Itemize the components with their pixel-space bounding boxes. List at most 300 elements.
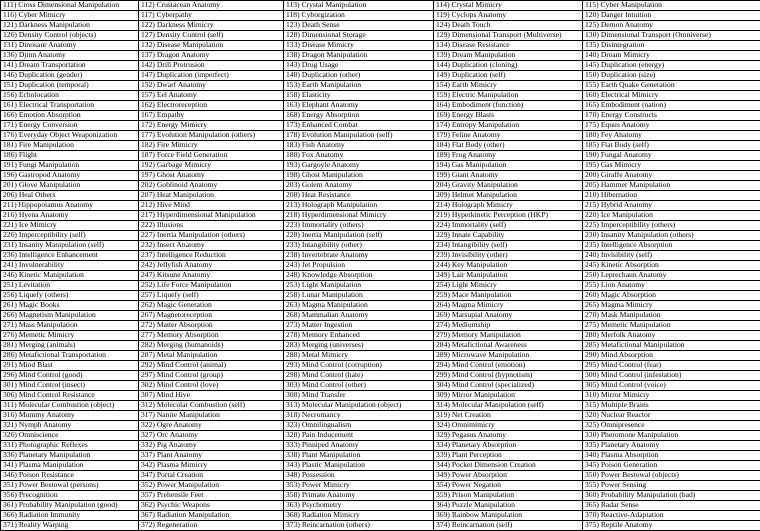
power-cell: 141) Dream Transportation — [1, 61, 139, 71]
power-cell: 181) Fire Manipulation — [1, 141, 139, 151]
table-row — [1, 411, 760, 421]
power-cell: 264) Magma Mimicry — [434, 301, 583, 311]
power-cell: 270) Mask Manipulation — [583, 311, 760, 321]
power-cell: 306) Mind Control Resistance — [1, 391, 139, 401]
power-cell: 273) Matter Ingestion — [284, 321, 434, 331]
power-cell: 148) Duplication (other) — [284, 71, 434, 81]
power-cell: 214) Holograph Mimicry — [434, 201, 583, 211]
power-cell: 147) Duplication (imperfect) — [139, 71, 284, 81]
power-cell: 335) Planetary Anatomy — [583, 441, 760, 451]
power-cell: 333) Pinniped Anatomy — [284, 441, 434, 451]
power-cell: 232) Insect Anatomy — [139, 241, 284, 251]
power-cell: 245) Kinetic Absorption — [583, 261, 760, 271]
power-cell: 124) Death Touch — [434, 21, 583, 31]
power-cell: 291) Mind Blast — [1, 361, 139, 371]
power-cell: 296) Mind Control (good) — [1, 371, 139, 381]
power-cell: 266) Magnetism Manipulation — [1, 311, 139, 321]
power-cell: 173) Enhanced Combat — [284, 121, 434, 131]
table-row — [1, 391, 760, 401]
table-row — [1, 311, 760, 321]
power-cell: 130) Dimensional Transport (Omniverse) — [583, 31, 760, 41]
power-cell: 144) Duplication (cloning) — [434, 61, 583, 71]
power-cell: 215) Hybrid Anatomy — [583, 201, 760, 211]
power-cell: 121) Darkness Manipulation — [1, 21, 139, 31]
power-cell: 216) Hyena Anatomy — [1, 211, 139, 221]
power-cell: 168) Energy Absorption — [284, 111, 434, 121]
table-row — [1, 471, 760, 481]
power-cell: 356) Precognition — [1, 491, 139, 501]
power-cell: 166) Emotion Absorption — [1, 111, 139, 121]
power-cell: 263) Magma Manipulation — [284, 301, 434, 311]
power-cell: 196) Gastropod Anatomy — [1, 171, 139, 181]
power-cell: 178) Evolution Manipulation (self) — [284, 131, 434, 141]
power-cell: 359) Prison Manipulation — [434, 491, 583, 501]
power-cell: 129) Dimensional Transport (Multiverse) — [434, 31, 583, 41]
power-cell: 150) Duplication (size) — [583, 71, 760, 81]
power-cell: 322) Ogre Anatomy — [139, 421, 284, 431]
power-cell: 363) Psychometry — [284, 501, 434, 511]
power-cell: 297) Mind Control (group) — [139, 371, 284, 381]
power-cell: 330) Pheromone Manipulation — [583, 431, 760, 441]
power-cell: 222) Illusions — [139, 221, 284, 231]
power-cell: 231) Insanity Manipulation (self) — [1, 241, 139, 251]
power-cell: 246) Kinetic Manipulation — [1, 271, 139, 281]
power-cell: 287) Metal Manipulation — [139, 351, 284, 361]
power-cell: 209) Helmet Manipulation — [434, 191, 583, 201]
power-cell: 217) Hyperdimensional Manipulation — [139, 211, 284, 221]
power-cell: 299) Mind Control (hypnotism) — [434, 371, 583, 381]
power-cell: 295) Mind Control (fear) — [583, 361, 760, 371]
table-row — [1, 21, 760, 31]
power-cell: 164) Embodiment (function) — [434, 101, 583, 111]
power-cell: 352) Power Manipulation — [139, 481, 284, 491]
power-cell: 289) Microwave Manipulation — [434, 351, 583, 361]
power-cell: 202) Goblinoid Anatomy — [139, 181, 284, 191]
power-cell: 157) Eel Anatomy — [139, 91, 284, 101]
power-cell: 176) Everyday Object Weaponization — [1, 131, 139, 141]
power-cell: 325) Omnipresence — [583, 421, 760, 431]
table-row — [1, 321, 760, 331]
power-cell: 135) Disintegration — [583, 41, 760, 51]
power-cell: 267) Magnetoreception — [139, 311, 284, 321]
power-cell: 288) Metal Mimicry — [284, 351, 434, 361]
table-row — [1, 501, 760, 511]
power-cell: 370) Reactive-Adaptation — [583, 511, 760, 521]
power-cell: 332) Pig Anatomy — [139, 441, 284, 451]
powers-table-body — [1, 1, 760, 531]
power-cell: 375) Reptile Anatomy — [583, 521, 760, 531]
power-cell: 127) Density Control (self) — [139, 31, 284, 41]
power-cell: 255) Lion Anatomy — [583, 281, 760, 291]
table-row — [1, 61, 760, 71]
power-cell: 163) Elephant Anatomy — [284, 101, 434, 111]
power-cell: 154) Earth Mimicry — [434, 81, 583, 91]
power-cell: 118) Cyborgization — [284, 11, 434, 21]
power-cell: 239) Invisibility (other) — [434, 251, 583, 261]
power-cell: 233) Intangibility (other) — [284, 241, 434, 251]
power-cell: 205) Hammer Manipulation — [583, 181, 760, 191]
table-row — [1, 291, 760, 301]
power-cell: 180) Fey Anatomy — [583, 131, 760, 141]
power-cell: 314) Molecular Manipulation (self) — [434, 401, 583, 411]
power-cell: 236) Intelligence Enhancement — [1, 251, 139, 261]
power-cell: 268) Mammalian Anatomy — [284, 311, 434, 321]
power-cell: 260) Magic Absorption — [583, 291, 760, 301]
power-cell: 235) Intelligence Absorption — [583, 241, 760, 251]
power-cell: 324) Omnimimicry — [434, 421, 583, 431]
power-cell: 242) Jellyfish Anatomy — [139, 261, 284, 271]
table-row — [1, 421, 760, 431]
power-cell: 279) Memory Manipulation — [434, 331, 583, 341]
power-cell: 320) Nuclear Reactor — [583, 411, 760, 421]
power-cell: 308) Mind Transfer — [284, 391, 434, 401]
power-cell: 254) Light Mimicry — [434, 281, 583, 291]
power-cell: 172) Energy Mimicry — [139, 121, 284, 131]
table-row — [1, 141, 760, 151]
power-cell: 139) Dream Manipulation — [434, 51, 583, 61]
power-cell: 119) Cyclops Anatomy — [434, 11, 583, 21]
table-row — [1, 121, 760, 131]
power-cell: 137) Dragon Anatomy — [139, 51, 284, 61]
power-cell: 283) Merging (universes) — [284, 341, 434, 351]
table-row — [1, 201, 760, 211]
power-cell: 203) Golem Anatomy — [284, 181, 434, 191]
power-cell: 323) Omnilingualism — [284, 421, 434, 431]
power-cell: 360) Probability Manipulation (bad) — [583, 491, 760, 501]
power-cell: 348) Possession — [284, 471, 434, 481]
power-cell: 226) Imperceptibility (self) — [1, 231, 139, 241]
power-cell: 364) Puzzle Manipulation — [434, 501, 583, 511]
power-cell: 175) Equus Anatomy — [583, 121, 760, 131]
power-cell: 276) Memetic Mimicry — [1, 331, 139, 341]
table-row — [1, 271, 760, 281]
power-cell: 294) Mind Control (emotion) — [434, 361, 583, 371]
power-cell: 237) Intelligence Reduction — [139, 251, 284, 261]
power-cell: 357) Prehensile Feet — [139, 491, 284, 501]
power-cell: 207) Heat Manipulation — [139, 191, 284, 201]
power-cell: 112) Crustacean Anatomy — [139, 1, 284, 11]
power-cell: 269) Marsupial Anatomy — [434, 311, 583, 321]
power-cell: 355) Power Sensing — [583, 481, 760, 491]
power-cell: 278) Memory Enhanced — [284, 331, 434, 341]
power-cell: 244) Key Manipulation — [434, 261, 583, 271]
power-cell: 125) Demon Anatomy — [583, 21, 760, 31]
power-cell: 208) Heat Resistance — [284, 191, 434, 201]
power-cell: 250) Leprechaun Anatomy — [583, 271, 760, 281]
power-cell: 146) Duplication (gender) — [1, 71, 139, 81]
table-row — [1, 351, 760, 361]
power-cell: 274) Mediumship — [434, 321, 583, 331]
table-row — [1, 51, 760, 61]
power-cell: 318) Necromancy — [284, 411, 434, 421]
power-cell: 277) Memory Absorption — [139, 331, 284, 341]
power-cell: 115) Cyber Manipulation — [583, 1, 760, 11]
table-row — [1, 171, 760, 181]
power-cell: 372) Regeneration — [139, 521, 284, 531]
power-cell: 145) Duplication (energy) — [583, 61, 760, 71]
power-cell: 366) Radiation Immunity — [1, 511, 139, 521]
power-cell: 340) Plasma Absorption — [583, 451, 760, 461]
power-cell: 159) Electric Manipulation — [434, 91, 583, 101]
power-cell: 345) Poison Generation — [583, 461, 760, 471]
power-cell: 365) Radar Sense — [583, 501, 760, 511]
power-cell: 321) Nymph Anatomy — [1, 421, 139, 431]
power-cell: 309) Mirror Manipulation — [434, 391, 583, 401]
power-cell: 228) Inertia Manipulation (self) — [284, 231, 434, 241]
power-cell: 161) Electrical Transportation — [1, 101, 139, 111]
table-row — [1, 211, 760, 221]
power-cell: 170) Energy Constructs — [583, 111, 760, 121]
power-cell: 199) Giant Anatomy — [434, 171, 583, 181]
table-row — [1, 11, 760, 21]
power-cell: 367) Radiation Manipulation — [139, 511, 284, 521]
power-cell: 293) Mind Control (corruption) — [284, 361, 434, 371]
table-row — [1, 401, 760, 411]
table-row — [1, 181, 760, 191]
power-cell: 224) Immortality (self) — [434, 221, 583, 231]
power-cell: 167) Empathy — [139, 111, 284, 121]
power-cell: 187) Force Field Generation — [139, 151, 284, 161]
power-cell: 301) Mind Control (insect) — [1, 381, 139, 391]
power-cell: 303) Mind Control (other) — [284, 381, 434, 391]
power-cell: 191) Fungi Manipulation — [1, 161, 139, 171]
power-cell: 122) Darkness Mimicry — [139, 21, 284, 31]
power-cell: 369) Rainbow Manipulation — [434, 511, 583, 521]
power-cell: 307) Mind Hive — [139, 391, 284, 401]
power-cell: 319) Net Creation — [434, 411, 583, 421]
power-cell: 198) Ghost Manipulation — [284, 171, 434, 181]
power-cell: 353) Power Mimicry — [284, 481, 434, 491]
power-cell: 171) Energy Conversion — [1, 121, 139, 131]
power-cell: 114) Crystal Mimicry — [434, 1, 583, 11]
power-cell: 229) Innate Capability — [434, 231, 583, 241]
power-cell: 284) Metafictional Awareness — [434, 341, 583, 351]
power-cell: 373) Reincarnation (others) — [284, 521, 434, 531]
power-cell: 329) Pegasus Anatomy — [434, 431, 583, 441]
power-cell: 341) Plasma Manipulation — [1, 461, 139, 471]
table-row — [1, 301, 760, 311]
power-cell: 219) Hyperkinetic Perception (HKP) — [434, 211, 583, 221]
power-cell: 177) Evolution Manipulation (others) — [139, 131, 284, 141]
power-cell: 346) Poison Resistance — [1, 471, 139, 481]
power-cell: 133) Disease Mimicry — [284, 41, 434, 51]
power-cell: 197) Ghost Anatomy — [139, 171, 284, 181]
power-cell: 326) Omniscience — [1, 431, 139, 441]
power-cell: 316) Mummy Anatomy — [1, 411, 139, 421]
table-row — [1, 81, 760, 91]
power-cell: 185) Flat Body (self) — [583, 141, 760, 151]
power-cell: 160) Electrical Mimicry — [583, 91, 760, 101]
power-cell: 317) Nanite Manipulation — [139, 411, 284, 421]
power-cell: 362) Psychic Weapons — [139, 501, 284, 511]
power-cell: 285) Metafictional Manipulation — [583, 341, 760, 351]
table-row — [1, 231, 760, 241]
power-cell: 204) Gravity Manipulation — [434, 181, 583, 191]
power-cell: 271) Mass Manipulation — [1, 321, 139, 331]
power-cell: 123) Death Sense — [284, 21, 434, 31]
power-cell: 143) Drug Usage — [284, 61, 434, 71]
power-cell: 151) Duplication (temporal) — [1, 81, 139, 91]
power-cell: 251) Levitation — [1, 281, 139, 291]
power-cell: 311) Molecular Combustion (object) — [1, 401, 139, 411]
table-row — [1, 441, 760, 451]
power-cell: 290) Mind Absorption — [583, 351, 760, 361]
power-cell: 179) Feline Anatomy — [434, 131, 583, 141]
power-cell: 252) Life Force Manipulation — [139, 281, 284, 291]
power-cell: 262) Magic Generation — [139, 301, 284, 311]
power-cell: 192) Garbage Mimicry — [139, 161, 284, 171]
power-cell: 186) Flight — [1, 151, 139, 161]
power-cell: 336) Planetary Manipulation — [1, 451, 139, 461]
power-cell: 113) Crystal Manipulation — [284, 1, 434, 11]
power-cell: 261) Magic Books — [1, 301, 139, 311]
power-cell: 338) Plant Manipulation — [284, 451, 434, 461]
table-row — [1, 511, 760, 521]
power-cell: 339) Plant Perception — [434, 451, 583, 461]
power-cell: 206) Heal Others — [1, 191, 139, 201]
power-cell: 218) Hyperdimensional Mimicry — [284, 211, 434, 221]
power-cell: 128) Dimensional Storage — [284, 31, 434, 41]
power-cell: 132) Disease Manipulation — [139, 41, 284, 51]
power-cell: 247) Kitsune Anatomy — [139, 271, 284, 281]
table-row — [1, 241, 760, 251]
table-row — [1, 381, 760, 391]
table-row — [1, 161, 760, 171]
power-cell: 220) Ice Manipulation — [583, 211, 760, 221]
power-cell: 304) Mind Control (specialized) — [434, 381, 583, 391]
power-cell: 149) Duplication (self) — [434, 71, 583, 81]
table-row — [1, 261, 760, 271]
power-cell: 120) Danger Intuition — [583, 11, 760, 21]
power-cell: 305) Mind Control (voice) — [583, 381, 760, 391]
table-row — [1, 431, 760, 441]
table-row — [1, 151, 760, 161]
power-cell: 275) Memetic Manipulation — [583, 321, 760, 331]
power-cell: 153) Earth Manipulation — [284, 81, 434, 91]
power-cell: 190) Fungal Anatomy — [583, 151, 760, 161]
power-cell: 201) Glove Manipulation — [1, 181, 139, 191]
power-cell: 331) Photographic Reflexes — [1, 441, 139, 451]
power-cell: 327) Orc Anatomy — [139, 431, 284, 441]
power-cell: 300) Mind Control (infestation) — [583, 371, 760, 381]
table-row — [1, 91, 760, 101]
table-row — [1, 331, 760, 341]
power-cell: 313) Molecular Manipulation (object) — [284, 401, 434, 411]
power-cell: 200) Giraffe Anatomy — [583, 171, 760, 181]
power-cell: 155) Earth Quake Generation — [583, 81, 760, 91]
power-cell: 292) Mind Control (animal) — [139, 361, 284, 371]
power-cell: 210) Hibernation — [583, 191, 760, 201]
table-row — [1, 491, 760, 501]
table-row — [1, 451, 760, 461]
power-cell: 126) Density Control (objects) — [1, 31, 139, 41]
power-cell: 368) Radiation Mimicry — [284, 511, 434, 521]
power-cell: 342) Plasma Mimicry — [139, 461, 284, 471]
table-row — [1, 341, 760, 351]
power-cell: 361) Probability Manipulation (good) — [1, 501, 139, 511]
power-cell: 152) Dwarf Anatomy — [139, 81, 284, 91]
power-cell: 310) Mirror Mimicry — [583, 391, 760, 401]
power-cell: 248) Knowledge Absorption — [284, 271, 434, 281]
table-row — [1, 191, 760, 201]
table-row — [1, 461, 760, 471]
table-row — [1, 131, 760, 141]
table-row — [1, 111, 760, 121]
power-cell: 243) Jet Propulsion — [284, 261, 434, 271]
power-cell: 131) Dinosaur Anatomy — [1, 41, 139, 51]
table-row — [1, 371, 760, 381]
power-cell: 111) Cross Dimensional Manipulation — [1, 1, 139, 11]
power-cell: 117) Cyberpathy — [139, 11, 284, 21]
power-cell: 156) Echolocation — [1, 91, 139, 101]
power-cell: 165) Embodiment (nation) — [583, 101, 760, 111]
power-cell: 140) Dream Mimicry — [583, 51, 760, 61]
power-cell: 134) Disease Resistance — [434, 41, 583, 51]
power-cell: 223) Immortality (others) — [284, 221, 434, 231]
power-cell: 234) Intangibility (self) — [434, 241, 583, 251]
power-cell: 272) Matter Absorption — [139, 321, 284, 331]
power-cell: 174) Entropy Manipulation — [434, 121, 583, 131]
power-cell: 282) Merging (humanoids) — [139, 341, 284, 351]
power-cell: 337) Plant Anatomy — [139, 451, 284, 461]
power-cell: 230) Insanity Manipulation (others) — [583, 231, 760, 241]
table-row — [1, 71, 760, 81]
table-row — [1, 31, 760, 41]
power-cell: 298) Mind Control (hate) — [284, 371, 434, 381]
power-cell: 343) Plastic Manipulation — [284, 461, 434, 471]
power-cell: 238) Invertebrate Anatomy — [284, 251, 434, 261]
table-row — [1, 1, 760, 11]
table-row — [1, 221, 760, 231]
power-cell: 354) Power Negation — [434, 481, 583, 491]
power-cell: 351) Power Bestowal (persons) — [1, 481, 139, 491]
power-cell: 350) Power Bestowal (objects) — [583, 471, 760, 481]
power-cell: 256) Liquefy (others) — [1, 291, 139, 301]
power-cell: 358) Primate Anatomy — [284, 491, 434, 501]
power-cell: 374) Reincarnation (self) — [434, 521, 583, 531]
power-cell: 334) Planetary Absorption — [434, 441, 583, 451]
power-cell: 312) Molecular Combustion (self) — [139, 401, 284, 411]
power-cell: 225) Imperceptibility (others) — [583, 221, 760, 231]
power-cell: 347) Portal Creation — [139, 471, 284, 481]
power-cell: 240) Invisibility (self) — [583, 251, 760, 261]
power-cell: 193) Gargoyle Anatomy — [284, 161, 434, 171]
power-cell: 371) Reality Warping — [1, 521, 139, 531]
power-cell: 189) Frog Anatomy — [434, 151, 583, 161]
power-cell: 116) Cyber Mimicry — [1, 11, 139, 21]
power-cell: 194) Gas Manipulation — [434, 161, 583, 171]
table-row — [1, 41, 760, 51]
power-cell: 138) Dragon Manipulation — [284, 51, 434, 61]
power-cell: 183) Fish Anatomy — [284, 141, 434, 151]
power-cell: 344) Pocket Dimension Creation — [434, 461, 583, 471]
power-cell: 169) Energy Blasts — [434, 111, 583, 121]
power-cell: 212) Hive Mind — [139, 201, 284, 211]
power-cell: 184) Flat Body (other) — [434, 141, 583, 151]
power-cell: 188) Fox Anatomy — [284, 151, 434, 161]
power-cell: 259) Mace Manipulation — [434, 291, 583, 301]
power-cell: 142) Drill Protrusion — [139, 61, 284, 71]
table-row — [1, 361, 760, 371]
table-row — [1, 101, 760, 111]
power-cell: 302) Mind Control (love) — [139, 381, 284, 391]
power-cell: 286) Metafictional Transportation — [1, 351, 139, 361]
table-row — [1, 281, 760, 291]
power-cell: 221) Ice Mimicry — [1, 221, 139, 231]
power-cell: 213) Holograph Manipulation — [284, 201, 434, 211]
power-cell: 162) Electroreception — [139, 101, 284, 111]
power-cell: 253) Light Manipulation — [284, 281, 434, 291]
